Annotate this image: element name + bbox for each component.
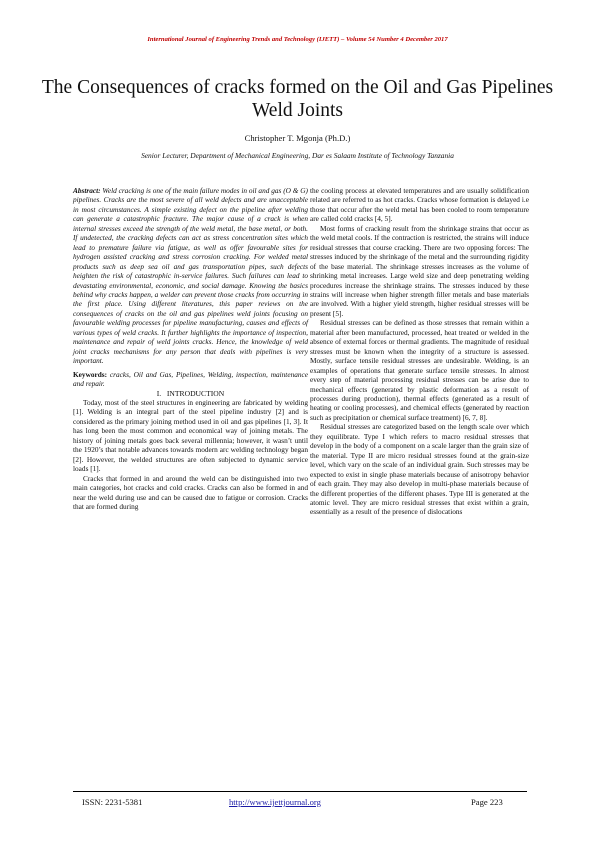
footer-page-number: Page 223 [471, 797, 503, 807]
abstract [73, 186, 308, 366]
body-paragraph: the cooling process at elevated temperatures and are usually solidification related are referred to as hot cracks. Cracks whose formation is delayed i.e those that occur after the weld metal has been cooled to room temperature are called cold cracks [4, 5]. [310, 186, 529, 224]
paper-title: The Consequences of cracks formed on the Oil and Gas Pipelines Weld Joints [41, 77, 554, 121]
abstract-label: Abstract: [73, 186, 101, 195]
keywords-label: Keywords: [73, 369, 108, 379]
footer-issn: ISSN: 2231-5381 [82, 797, 143, 807]
author-name: Christopher T. Mgonja (Ph.D.) [244, 133, 351, 143]
journal-header: International Journal of Engineering Trends and Technology (IJETT) – Volume 54 Number 4 December 2017 [147, 36, 448, 43]
footer-journal-link[interactable]: http://www.ijettjournal.org [229, 797, 321, 807]
body-paragraph: Residual stresses can be defined as those stresses that remain within a material after been manufactured, processed, heat treated or welded in the absence of external forces or thermal gradients. The magnitude of residual stresses must be known when the integrity of a structure is assessed. Mostly, surface tensile residual stresses are undesirable. Welding, is an examples of operations that generate surface tensile stresses. In almost every step of material processing residual stresses can be arise due to mechanical effects (generated by plastic deformation as a result of processes during production), thermal effects (generated as a result of heating or cooling processes), and chemical effects (generated by reaction such as precipitation or chemical surface treatment) [6, 7, 8]. [310, 318, 529, 422]
body-paragraph: Cracks that formed in and around the weld can be distinguished into two main categories, hot cracks and cold cracks. Cracks can also be formed in and near the weld during use and can be caused due to fatigue or corrosion. Cracks that are formed during [73, 473, 308, 511]
body-paragraph: Most forms of cracking result from the shrinkage strains that occur as the weld metal cools. If the contraction is restricted, the strains will induce residual stresses that course cracking. There are two opposing forces: The stresses induced by the shrinkage of the metal and the surrounding rigidity of the base material. The shrinkage stresses increases as the volume of shrinking metal increases. Large weld size and deep penetrating welding procedures increase the shrinkage strains. The stresses induced by these strains will increase when higher strength filler metals and base materials are involved. With a higher yield strength, higher residual stresses will be present [5]. [310, 223, 529, 318]
section-number: I. [156, 388, 162, 398]
keywords [73, 370, 308, 389]
keywords-text: cracks, Oil and Gas, Pipelines, Welding, inspection, maintenance and repair. [73, 369, 308, 389]
body-paragraph: Today, most of the steel structures in engineering are fabricated by welding [1]. Welding is an integral part of the steel pipeline industry [2] and is considered as the primary joining method used in oil and gas pipelines [1, 3]. It has long been the most common and economical way of joining metals. The history of joining metals goes back several millennia; however, it wasn’t until the 1920’s that notable advances towards modern arc welding technology began [2]. However, the welded structures are often subjected to dynamic service loads [1]. [73, 397, 308, 474]
abstract-text: Weld cracking is one of the main failure modes in oil and gas (O & G) pipelines. Cracks are the most severe of all weld defects and are unacceptable in most circumstances. A simple existing defect on the pipeline after welding can generate a catastrophic fracture. The major cause of a crack is when internal stresses exceed the strength of the weld metal, the base metal, or both. If undetected, the cracking defects can act as stress concentration sites which lead to premature failure via fatigue, as well as offer favourable sites for hydrogen assisted cracking and stress corrosion cracking. For welded metal products such as deep sea oil and gas transportation pipes, such defects heighten the risk of catastrophic in-service failures. Such failures can lead to devastating environmental, economic, and social damage. Knowing the basics behind why cracks happen, a welder can prevent those cracks from occurring in the first place. Using different literatures, this paper reviews on the consequences of cracks on the oil and gas pipelines weld joints focusing on favourable welding processes for pipeline manufacturing, causes and effects of various types of weld cracks. It further highlights the importance of inspection, maintenance and repair of weld joints cracks. Hence, the knowledge of weld joint cracks mechanisms for any person that deals with pipelines is very important. [73, 186, 308, 366]
right-column [310, 186, 529, 517]
section-title: INTRODUCTION [166, 388, 225, 398]
author-affiliation: Senior Lecturer, Department of Mechanical Engineering, Dar es Salaam Institute of Technology Tanzania [141, 151, 454, 160]
left-column [73, 186, 308, 511]
body-paragraph: Residual stresses are categorized based on the length scale over which they equilibrate. Type I which refers to macro residual stresses that develop in the body of a component on a scale larger than the grain size of the material. Type II are micro residual stresses found at the grain-size level, which vary on the scale of an individual grain. Such stresses may be expected to exist in single phase materials because of anisotropy behavior of each grain. They may also develop in multi-phase materials because of the different properties of the different phases. Type III is generated at the atomic level. They are micro residual stresses that exist within a grain, essentially as a result of the presence of dislocations [310, 422, 529, 517]
footer-divider [73, 791, 527, 792]
section-heading-introduction [73, 389, 308, 398]
